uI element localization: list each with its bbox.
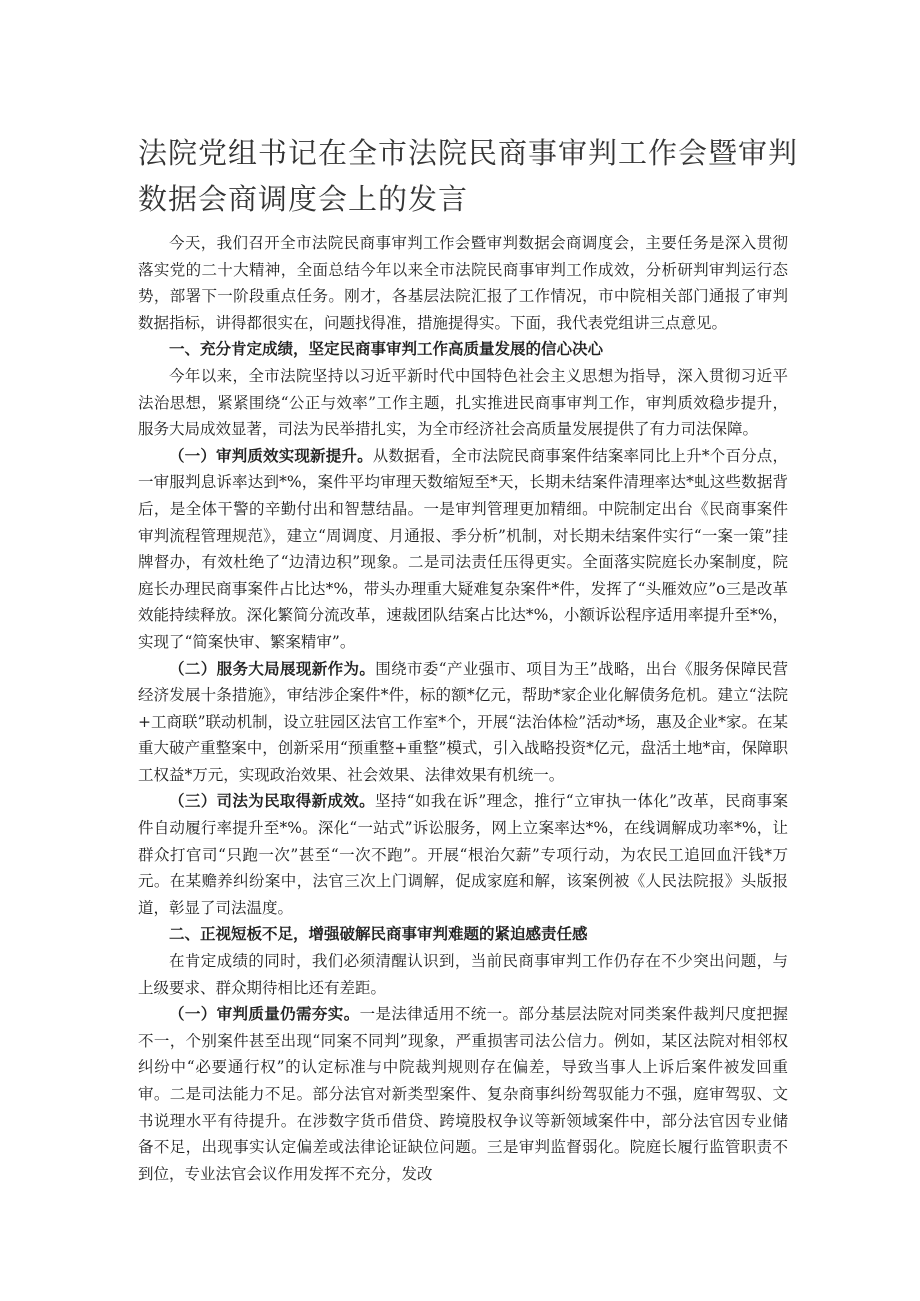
paragraph: 今年以来，全市法院坚持以习近平新时代中国特色社会主义思想为指导，深入贯彻习近平法治思想，紧紧围绕“公正与效率”工作主题，扎实推进民商事审判工作，审判质效稳步提升，服务大局成效显著，司法为民举措扎实，为全市经济社会高质量发展提供了有力司法保障。 — [138, 366, 788, 439]
paragraph-text: 一是法律适用不统一。部分基层法院对同类案件裁判尺度把握不一，个别案件甚至出现“同案不同判”现象，严重损害司法公信力。例如，某区法院对相邻权纠纷中“必要通行权”的认定标准与中院裁判规则存在偏差，导致当事人上诉后案件被发回重审。二是司法能力不足。部分法官对新类型案件、复杂商事纠纷驾驭能力不强，庭审驾驭、文书说理水平有待提升。在涉数字货币借贷、跨境股权争议等新领域案件中，部分法官因专业储备不足，出现事实认定偏差或法律论证缺位问题。三是审判监督弱化。院庭长履行监管职责不到位，专业法官会议作用发挥不充分，发改 — [138, 1005, 788, 1183]
subheading: （二）服务大局展现新作为。 — [169, 658, 376, 678]
paragraph: 今天，我们召开全市法院民商事审判工作会暨审判数据会商调度会，主要任务是深入贯彻落实党的二十大精神，全面总结今年以来全市法院民商事审判工作成效，分析研判审判运行态势，部署下一阶段重点任务。刚才，各基层法院汇报了工作情况，市中院相关部门通报了审判数据指标，讲得都很实在，问题找得准，措施提得实。下面，我代表党组讲三点意见。 — [138, 234, 788, 332]
subheading: （三）司法为民取得新成效。 — [169, 791, 375, 811]
paragraph: 在肯定成绩的同时，我们必须清醒认识到，当前民商事审判工作仍存在不少突出问题，与上级要求、群众期待相比还有差距。 — [138, 952, 788, 997]
subheading: （一）审判质效实现新提升。 — [169, 445, 373, 465]
paragraph-text: 从数据看，全市法院民商事案件结案率同比上升*个百分点，一审服判息诉率达到*%，案件平均审理天数缩短至*天，长期未结案件清理率达*虬这些数据背后，是全体干警的辛勤付出和智慧结晶。一是审判管理更加精细。中院制定出台《民商事案件审判流程管理规范》，建立“周调度、月通报、季分析”机制，对长期未结案件实行“一案一策”挂牌督办，有效杜绝了“边清边积”现象。二是司法责任压得更实。全面落实院庭长办案制度，院庭长办理民商事案件占比达*%，带头办理重大疑难复杂案件*件，发挥了“头雁效应”o三是改革效能持续释放。深化繁简分流改革，速裁团队结案占比达*%，小额诉讼程序适用率提升至*%，实现了“简案快审、繁案精审”。 — [138, 446, 788, 651]
paragraph-text: 围绕市委“产业强市、项目为王”战略，出台《服务保障民营经济发展十条措施》，审结涉企案件*件，标的额*亿元，帮助*家企业化解债务危机。建立“法院+工商联”联动机制，设立驻园区法官工作室*个，开展“法治体检”活动*场，惠及企业*家。在某重大破产重整案中，创新采用“预重整+重整”模式，引入战略投资*亿元，盘活土地*亩，保障职工权益*万元，实现政治效果、社会效果、法律效果有机统一。 — [138, 659, 788, 784]
section-heading: 二、正视短板不足，增强破解民商事审判难题的紧迫感责任感 — [169, 924, 588, 944]
section-heading: 一、充分肯定成绩，坚定民商事审判工作高质量发展的信心决心 — [169, 339, 604, 359]
document-title: 法院党组书记在全市法院民商事审判工作会暨审判数据会商调度会上的发言 — [138, 136, 799, 216]
subheading: （一）审判质量仍需夯实。 — [169, 1004, 360, 1024]
paragraph-text: 坚持“如我在诉”理念，推行“立审执一体化”改革，民商事案件自动履行率提升至*%。深化“一站式”诉讼服务，网上立案率达*%，在线调解成功率*%，让群众打官司“只跑一次”甚至“一次不跑”。开展“根治欠薪”专项行动，为农民工追回血汗钱*万元。在某赡养纠纷案中，法官三次上门调解，促成家庭和解，该案例被《人民法院报》头版报道，彰显了司法温度。 — [138, 792, 788, 917]
paragraph — [138, 443, 788, 656]
paragraph — [138, 1001, 788, 1187]
paragraph — [138, 788, 788, 921]
document-body — [138, 230, 788, 1187]
paragraph — [138, 656, 788, 789]
